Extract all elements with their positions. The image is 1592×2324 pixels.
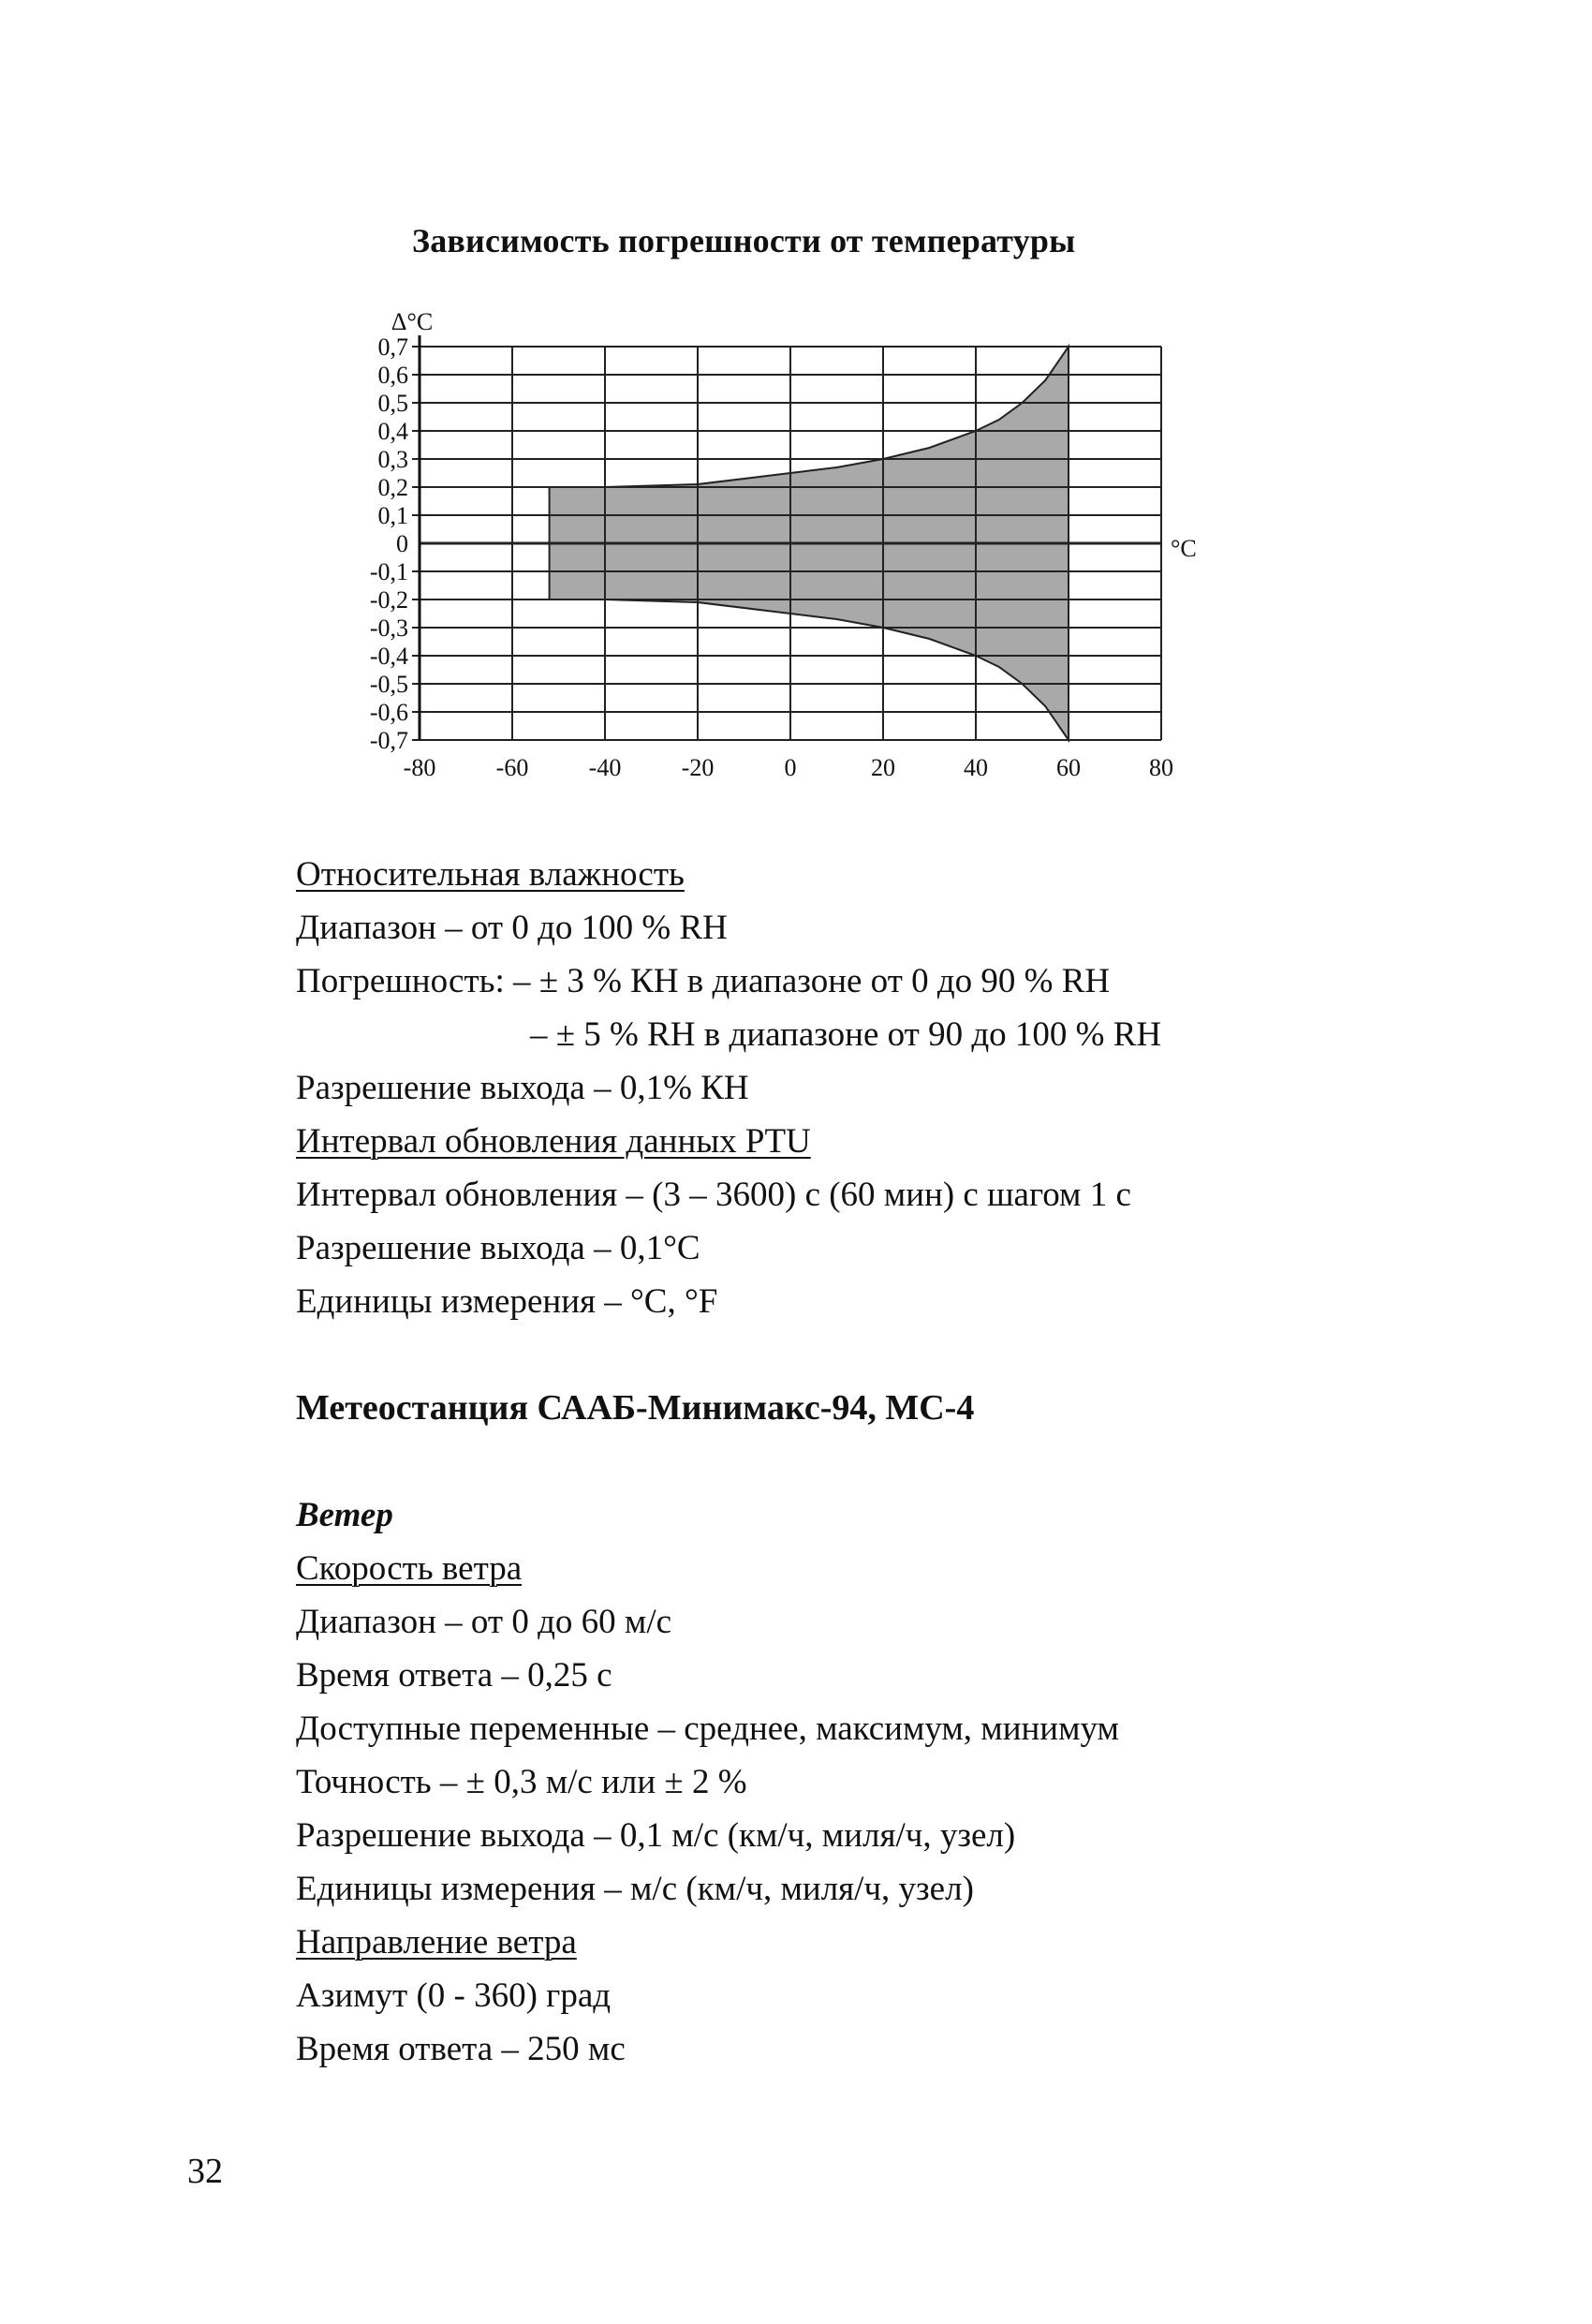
y-tick-label: 0,7	[377, 333, 408, 361]
x-tick-label: 0	[784, 754, 797, 781]
wind-response: Время ответа – 0,25 с	[296, 1656, 612, 1695]
wind-range: Диапазон – от 0 до 60 м/с	[296, 1603, 672, 1641]
specification-text	[296, 848, 1467, 2076]
ptu-interval: Интервал обновления – (3 – 3600) с (60 мин) с шагом 1 с	[296, 1176, 1131, 1214]
section-heading-wind-direction: Направление ветра	[296, 1923, 577, 1961]
ptu-resolution: Разрешение выхода – 0,1°С	[296, 1229, 700, 1267]
humidity-error-1: Погрешность: – ± 3 % КН в диапазоне от 0 до 90 % RH	[296, 962, 1111, 1000]
wind-units: Единицы измерения – м/с (км/ч, миля/ч, узел)	[296, 1870, 974, 1908]
x-tick-label: 20	[871, 754, 895, 781]
x-tick-label: -80	[403, 754, 436, 781]
wind-heading: Ветер	[296, 1496, 393, 1534]
error-vs-temperature-chart	[337, 300, 1227, 806]
page-number: 32	[187, 2152, 223, 2191]
y-tick-label: 0,3	[377, 446, 408, 473]
y-tick-label: -0,5	[369, 671, 408, 698]
y-tick-label: -0,2	[369, 586, 408, 614]
section-heading-wind-speed: Скорость ветра	[296, 1549, 523, 1588]
y-tick-label: -0,3	[369, 614, 408, 642]
y-tick-label: 0,1	[377, 502, 408, 529]
wind-accuracy: Точность – ± 0,3 м/с или ± 2 %	[296, 1763, 747, 1801]
x-axis-label: °C	[1171, 535, 1197, 562]
x-tick-label: -40	[588, 754, 622, 781]
x-tick-label: -20	[681, 754, 715, 781]
humidity-error-2: – ± 5 % RH в диапазоне от 90 до 100 % RH	[530, 1015, 1162, 1054]
x-tick-label: 60	[1056, 754, 1081, 781]
wind-variables: Доступные переменные – среднее, максимум, минимум	[296, 1710, 1119, 1748]
x-tick-label: -60	[495, 754, 529, 781]
y-tick-label: 0,2	[377, 474, 408, 501]
x-tick-label: 80	[1149, 754, 1173, 781]
wind-direction-response: Время ответа – 250 мс	[296, 2030, 626, 2068]
y-tick-label: -0,7	[369, 727, 408, 754]
y-tick-label: 0	[396, 530, 408, 557]
section-heading-humidity: Относительная влажность	[296, 855, 685, 894]
humidity-range: Диапазон – от 0 до 100 % RH	[296, 909, 728, 947]
y-axis-label: Δ°C	[391, 308, 434, 335]
wind-resolution: Разрешение выхода – 0,1 м/с (км/ч, миля/ч, узел)	[296, 1816, 1016, 1855]
y-tick-label: -0,1	[369, 558, 408, 585]
y-tick-label: 0,4	[377, 418, 408, 445]
chart-title: Зависимость погрешности от температуры	[412, 222, 1076, 259]
y-tick-label: -0,4	[369, 643, 408, 670]
section-heading-ptu: Интервал обновления данных PTU	[296, 1122, 811, 1161]
humidity-resolution: Разрешение выхода – 0,1% КН	[296, 1069, 749, 1107]
x-tick-label: 40	[964, 754, 988, 781]
wind-direction-azimuth: Азимут (0 - 360) град	[296, 1976, 612, 2015]
y-tick-label: 0,5	[377, 390, 408, 417]
ptu-units: Единицы измерения – °С, °F	[296, 1282, 718, 1321]
y-tick-label: -0,6	[369, 699, 408, 726]
station-heading: Метеостанция СААБ-Минимакс-94, МС-4	[296, 1388, 975, 1428]
y-tick-label: 0,6	[377, 362, 408, 389]
